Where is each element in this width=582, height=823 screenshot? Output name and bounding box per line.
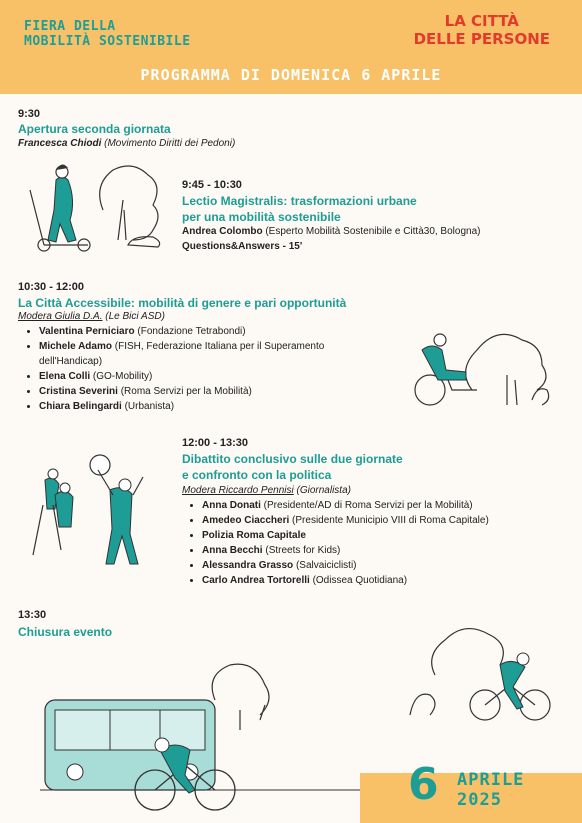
list-item: • Cristina Severini (Roma Servizi per la Mobilità) — [39, 384, 419, 399]
s1-org: (Movimento Diritti dei Pedoni) — [104, 138, 236, 149]
fiera-line-2: MOBILITÀ SOSTENIBILE — [24, 34, 191, 49]
scooter-woman-illustration — [18, 150, 168, 260]
s3-title: La Città Accessibile: mobilità di genere e pari opportunità — [18, 296, 347, 310]
citta-line-1: LA CITTÀ — [444, 12, 519, 30]
s1-time: 9:30 — [18, 108, 41, 120]
list-item: • Chiara Belingardi (Urbanista) — [39, 399, 419, 414]
s4-moderator: Modera Riccardo Pennisi — [182, 485, 294, 496]
s1-title: Apertura seconda giornata — [18, 122, 171, 136]
date-month-year — [457, 770, 524, 810]
s2-org: (Esperto Mobilità Sostenibile e Città30, Bologna) — [265, 226, 481, 237]
s4-title-2: e confronto con la politica — [182, 468, 332, 482]
date-year: 2025 — [457, 790, 502, 810]
list-item: • Polizia Roma Capitale — [202, 528, 582, 543]
s5-title: Chiusura evento — [18, 625, 113, 639]
s4-moderator-line — [182, 484, 351, 498]
list-item: • Valentina Perniciaro (Fondazione Tetrabondi) — [39, 324, 419, 339]
fiera-line-1: FIERA DELLA — [24, 19, 116, 34]
date-day: 6 — [408, 759, 439, 810]
s3-moderator-org: (Le Bici ASD) — [105, 311, 165, 322]
s4-moderator-org: (Giornalista) — [296, 485, 351, 496]
s2-title-2: per una mobilità sostenibile — [182, 210, 341, 224]
s2-speaker: Andrea Colombo — [182, 226, 263, 237]
s4-time: 12:00 - 13:30 — [182, 437, 249, 449]
page-title: PROGRAMMA DI DOMENICA 6 APRILE — [140, 66, 442, 84]
list-item: • Alessandra Grasso (Salvaiciclisti) — [202, 558, 582, 573]
list-item: • Michele Adamo (FISH, Federazione Italiana per il Superamento dell'Handicap) — [39, 339, 419, 369]
list-item: • Carlo Andrea Tortorelli (Odissea Quotidiana) — [202, 573, 582, 588]
citta-line-2: DELLE PERSONE — [413, 30, 550, 48]
s3-moderator-line — [18, 310, 165, 324]
s2-time: 9:45 - 10:30 — [182, 179, 242, 191]
s2-qa: Questions&Answers - 15' — [182, 241, 303, 252]
list-item: • Elena Colli (GO-Mobility) — [39, 369, 419, 384]
bus-and-cyclist-illustration — [40, 660, 360, 815]
list-item: • Anna Donati (Presidente/AD di Roma Servizi per la Mobilità) — [202, 498, 582, 513]
kids-playing-ball-illustration — [25, 450, 165, 570]
s1-speaker-line — [18, 137, 235, 151]
list-item: • Amedeo Ciaccheri (Presidente Municipio VIII di Roma Capitale) — [202, 513, 582, 528]
s3-time: 10:30 - 12:00 — [18, 281, 85, 293]
cyclist-illustration — [405, 615, 570, 730]
citta-logo-text — [414, 12, 550, 48]
s4-speaker-list — [188, 498, 582, 588]
wheelchair-user-illustration — [412, 310, 562, 410]
s2-title-1: Lectio Magistralis: trasformazioni urbane — [182, 194, 417, 208]
s1-speaker: Francesca Chiodi — [18, 138, 102, 149]
list-item: • Anna Becchi (Streets for Kids) — [202, 543, 582, 558]
s4-title-1: Dibattito conclusivo sulle due giornate — [182, 452, 403, 466]
fiera-logo-text — [24, 19, 191, 49]
s3-moderator: Modera Giulia D.A. — [18, 311, 103, 322]
s2-speaker-line — [182, 225, 480, 239]
s3-speaker-list — [25, 324, 419, 414]
date-month: APRILE — [457, 770, 525, 790]
s5-time: 13:30 — [18, 609, 47, 621]
